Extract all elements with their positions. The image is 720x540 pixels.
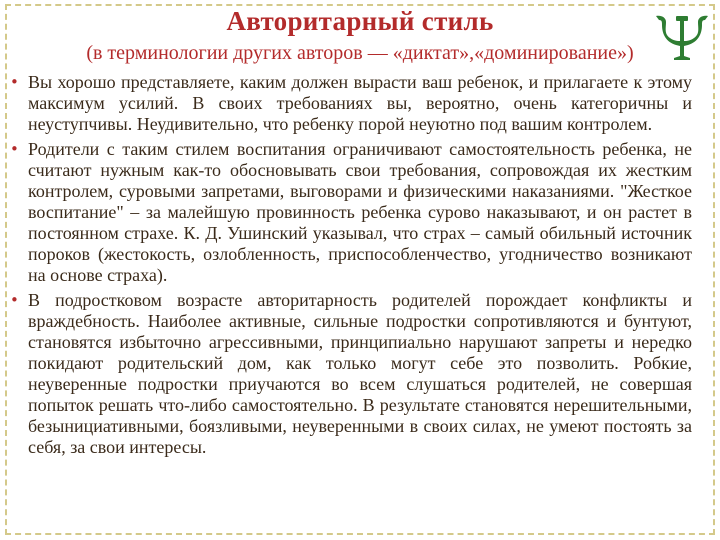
list-item [8, 72, 692, 135]
list-item [8, 290, 692, 458]
psi-letter-icon [652, 12, 712, 62]
slide-subtitle: (в терминологии других авторов — «диктат»,«доминирование») [86, 42, 634, 64]
list-item-text: Родители с таким стилем воспитания ограничивают самостоятельность ребенка, не считают нужным как-то обосновывать свои требования, сопровождая их жестким контролем, суровыми запретами, выговорами и физическими наказаниями. "Жесткое воспитание" – за малейшую провинность ребенка сурово наказывают, и он растет в постоянном страхе. К. Д. Ушинский указывал, что страх – самый обильный источник пороков (жестокость, озлобленность, приспособленчество, угодничество возникают на основе страха). [28, 139, 692, 285]
list-item-text: Вы хорошо представляете, каким должен вырасти ваш ребенок, и прилагаете к этому максимум усилий. В своих требованиях вы, вероятно, очень категоричны и неуступчивы. Неудивительно, что ребенку порой неуютно под вашим контролем. [28, 72, 692, 134]
bullet-icon: • [10, 140, 19, 158]
bullet-icon: • [10, 291, 19, 309]
bullet-list [8, 72, 692, 462]
list-item-text: В подростковом возрасте авторитарность родителей порождает конфликты и враждебность. Наиболее активные, сильные подростки сопротивляются и бунтуют, становятся избыточно агрессивными, принципиально нарушают запреты и нередко покидают родительский дом, как только могут себе это позволить. Робкие, неуверенные подростки приучаются во всем слушаться родителей, не совершая попыток решать что-либо самостоятельно. В результате становятся нерешительными, безынициативными, боязливыми, неуверенными в своих силах, не умеют постоять за себя, за свои интересы. [28, 290, 692, 457]
bullet-icon: • [10, 73, 19, 91]
slide-title: Авторитарный стиль [226, 6, 494, 36]
list-item [8, 139, 692, 286]
